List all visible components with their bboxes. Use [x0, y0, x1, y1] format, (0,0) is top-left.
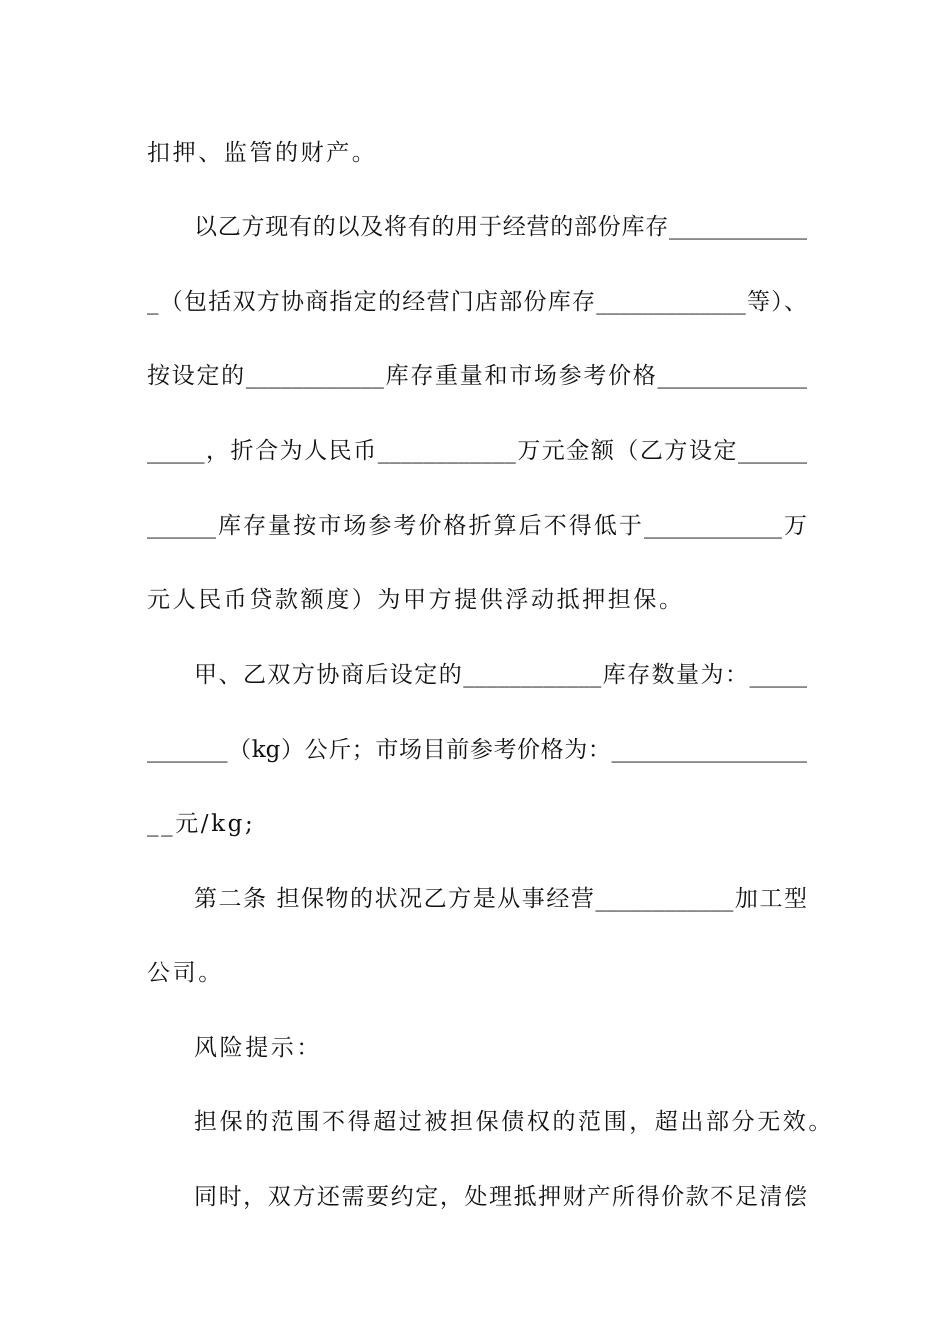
text-line: 同时，双方还需要约定，处理抵押财产所得价款不足清偿: [194, 1184, 807, 1210]
text-line: 元人民币贷款额度）为甲方提供浮动抵押担保。: [147, 587, 685, 613]
text-line: __元/kg;: [147, 811, 256, 837]
text-line: 以乙方现有的以及将有的用于经营的部份库存____________: [194, 214, 807, 240]
text-line: 风险提示：: [194, 1035, 322, 1061]
text-line: ______库存量按市场参考价格折算后不得低于____________万: [147, 513, 807, 539]
text-line: _（包括双方协商指定的经营门店部份库存_____________等）、: [147, 289, 807, 315]
text-line: _______（kg）公斤；市场目前参考价格为：_________________: [147, 737, 807, 763]
text-line: 担保的范围不得超过被担保债权的范围，超出部分无效。: [194, 1109, 834, 1135]
text-line: 甲、乙双方协商后设定的____________库存数量为：_____: [194, 662, 807, 688]
text-line: 第二条 担保物的状况乙方是从事经营____________加工型: [194, 886, 807, 912]
text-line: 扣押、监管的财产。: [147, 140, 378, 166]
text-line: _____，折合为人民币____________万元金额（乙方设定______: [147, 438, 807, 464]
text-line: 公司。: [147, 960, 224, 986]
text-line: 按设定的____________库存重量和市场参考价格_____________: [147, 363, 807, 389]
